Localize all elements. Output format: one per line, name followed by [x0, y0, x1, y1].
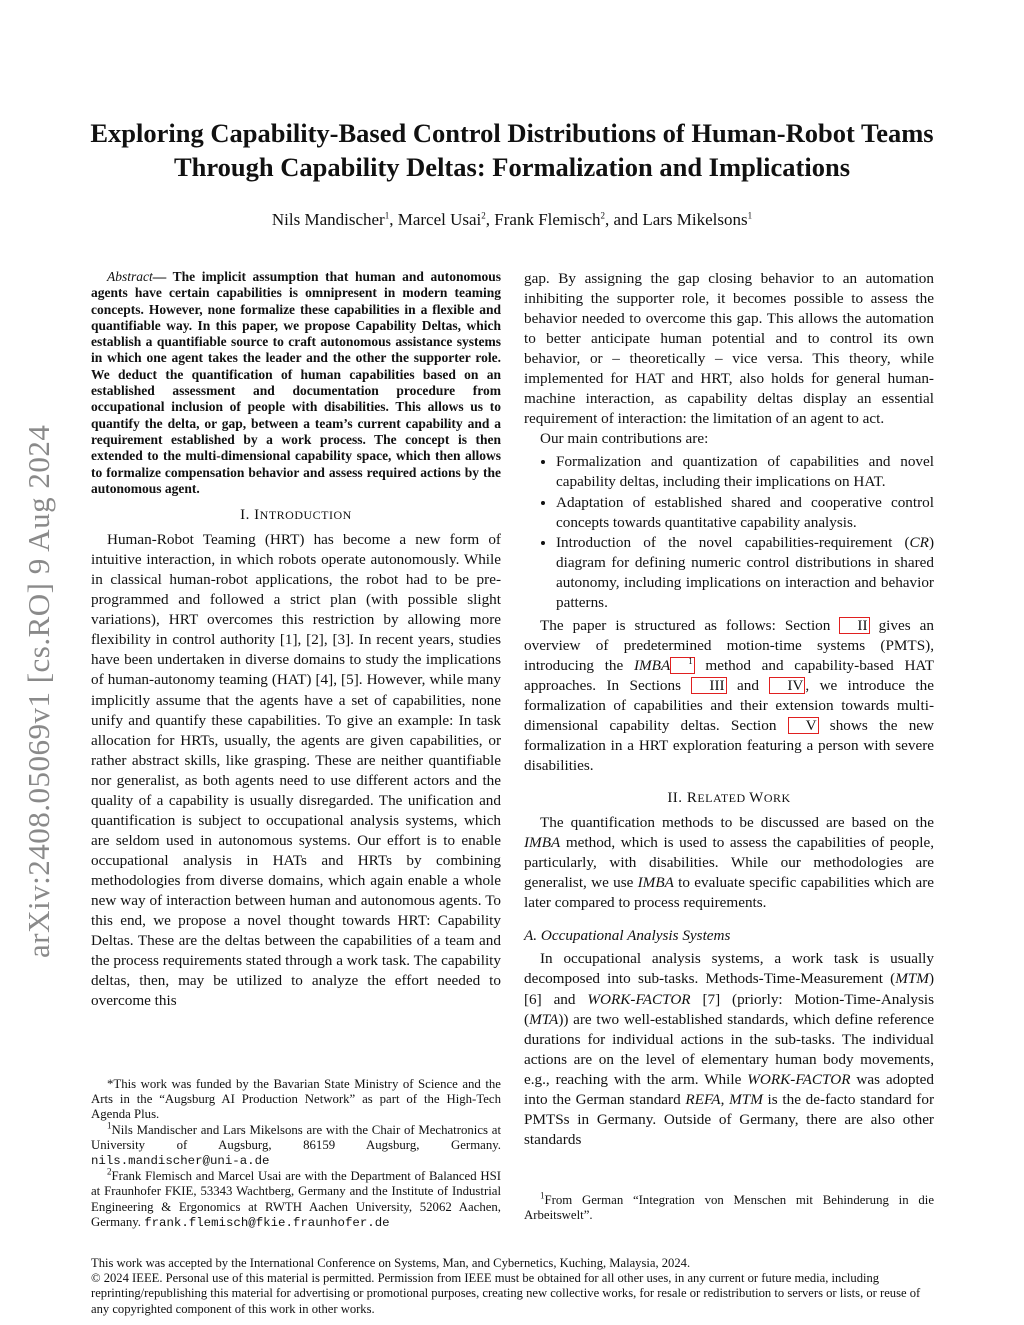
intro-paragraph: Human-Robot Teaming (HRT) has become a new form of intuitive interaction, in which robots operate autonomously. While in classical human-robot applications, the robot had to be pre-programmed and followed a strict plan (with possible slight variations), HRT overcomes this restriction by allowing more flexibility in control authority [1], [2], [3]. In recent years, studies have been undertaken in diverse domains to study the implications of human-autonomy teaming (HAT) [4], [5]. However, while many implicitly assume that the agents have a set of capabilities, none unify and quantify these capabilities. To give an example: In task allocation for HRTs, usually, the agents are given capabilities, or rather abstract skills, like grasping. These are neither quantifiable nor generalist, as both agents need to use different actors and the quality of a capability is usually disregarded. The unification and quantification is subject to occupational analysis systems, which are seldom used in autonomous systems. Our effort is to enable occupational analysis in HATs and HRTs by combining methodologies from diverse domains, which again enable a whole new way of interaction between human and autonomous agents. To this end, we propose a novel thought towards HRT: Capability Deltas. These are the deltas between the capabilities of a team and the process requirements stated through a work task. The capability deltas, then, may be utilized to analyze the effort needed to overcome this — [91, 531, 501, 1010]
left-column — [91, 269, 501, 1230]
acceptance-note: This work was accepted by the International Conference on Systems, Man, and Cybernetics, Kuching, Malaysia, 2024. — [91, 1256, 691, 1270]
subsection-heading: A. Occupational Analysis Systems — [524, 927, 731, 945]
list-item: • Formalization and quantization of capabilities and novel capability deltas, including their implications on HAT. — [556, 452, 934, 492]
affiliation-footnote-2: $^2$Frank Flemisch and Marcel Usai are with the Department of Balanced HSI at Fraunhofer FKIE, 53343 Wachtberg, Germany and the Institute of Industrial Engineering & Ergonomics at RWTH Aachen University, 52062 Aachen, Germany. frank.flemisch@fkie.fraunhofer.de — [91, 1166, 501, 1230]
section-ref-link[interactable]: IV — [769, 677, 805, 694]
affiliation-mark: 1 — [384, 210, 390, 221]
paper-structure-paragraph: The paper is structured as follows: Section II gives an overview of predetermined motion-time systems (PMTS), introducing the IMBA $^1$ method and capability-based HAT approaches. In Sections III and IV , we introduce the formalization of capabilities and their extension towards multi-dimensional capability deltas. Section V shows the new formalization in a HRT exploration featuring a person with severe disabilities. — [524, 616, 934, 775]
author-name: Marcel Usai — [397, 210, 482, 229]
related-paragraph: The quantification methods to be discussed are based on the IMBA method, which is used to assess the capabilities of people, particularly, with disabilities. While our methodologies are generalist, we use IMBA to evaluate specific capabilities which are later compared to process requirements. — [524, 814, 934, 912]
author-name: Lars Mikelsons — [642, 210, 748, 229]
arxiv-identifier: arXiv:2408.05069v1 [cs.RO] 9 Aug 2024 — [21, 424, 56, 958]
section-heading-related-work: II. RELATED WORK — [667, 790, 791, 807]
author-list: Nils Mandischer$^1$, Marcel Usai$^2$, Frank Flemisch$^2$, and Lars Mikelsons$^1$ — [271, 210, 753, 229]
author-name: Frank Flemisch — [494, 210, 601, 229]
occupational-analysis-paragraph: In occupational analysis systems, a work task is usually decomposed into sub-tasks. Methods-Time-Measurement (MTM) [6] and WORK-FACTOR [7] (priorly: Motion-Time-Analysis (MTA)) are two well-established standards, which define reference durations for individual actions in the sub-tasks. The individual actions are on the level of elementary human body movements, e.g., reaching with the arm. While WORK-FACTOR was adopted into the German standard REFA, MTM is the de-facto standard for PMTSs in Germany. Outside of Germany, there are also other standards — [524, 950, 935, 1148]
copyright-notice: © 2024 IEEE. Personal use of this material is permitted. Permission from IEEE must be obtained for all other uses, in any current or future media, including reprinting/republishing this material for advertising or promotional purposes, creating new collective works, for resale or redistribution to servers or lists, or reuse of any copyrighted component of this work in other works. — [91, 1271, 921, 1316]
affiliation-footnote-1: $^1$Nils Mandischer and Lars Mikelsons are with the Chair of Mechatronics at University of Augsburg, 86159 Augsburg, Germany. nils.mandischer@uni-a.de — [91, 1120, 501, 1169]
funding-footnote: *This work was funded by the Bavarian State Ministry of Science and the Arts in the “Augsburg AI Production Network” as part of the High-Tech Agenda Plus. — [91, 1077, 501, 1122]
abstract: Abstract— The implicit assumption that human and autonomous agents have certain capabilities is omnipresent in modern teaming concepts. However, none formalize these capabilities in a flexible and quantifiable way. In this paper, we propose Capability Deltas, which establish a quantifiable source to craft autonomous assistance systems in which one agent takes the leader and the other the supporter role. We deduct the quantification of human capabilities based on an established assessment and documentation procedure from occupational inclusion of people with disabilities. This allows us to quantify the delta, or gap, between a team’s current capability and a requirement established by a work process. The concept is then extended to the multi-dimensional capability space, which then allows to formalize compensation behavior and assess required actions by the autonomous agent. — [91, 269, 501, 496]
affiliation-mark: 1 — [747, 210, 753, 221]
list-item: • Adaptation of established shared and cooperative control concepts towards quantitative capability analysis. — [556, 493, 934, 533]
section-ref-link[interactable]: V — [788, 717, 819, 734]
author-name: Nils Mandischer — [271, 210, 385, 229]
affiliation-mark: 2 — [481, 210, 486, 221]
affiliation-mark: 2 — [600, 210, 606, 221]
abstract-text: The implicit assumption that human and autonomous agents have certain capabilities is omnipresent in modern teaming concepts. However, none formalize these capabilities in a flexible and quantifiable way. In this paper, we propose Capability Deltas, which establish a quantifiable source to craft autonomous assistance systems in which one agent takes the leader and the other the supporter role. We deduct the quantification of human capabilities based on an established assessment and documentation procedure from occupational inclusion of people with disabilities. This allows us to quantify the delta, or gap, between a team’s current capability and a requirement established by a work process. The concept is then extended to the multi-dimensional capability space, which then allows to formalize compensation behavior and assess required actions by the autonomous agent. — [91, 269, 501, 496]
section-ref-link[interactable]: III — [691, 677, 726, 694]
imba-footnote: $^1$From German “Integration von Menschen mit Behinderung in die Arbeitswelt”. — [524, 1190, 934, 1223]
contributions-intro: Our main contributions are: — [540, 430, 709, 448]
contributions-list — [524, 452, 934, 612]
right-column — [524, 269, 935, 1223]
email-link[interactable]: frank.flemisch@fkie.fraunhofer.de — [144, 1215, 390, 1230]
section-ref-link[interactable]: II — [839, 617, 869, 634]
list-item: • Introduction of the novel capabilities-requirement (CR) diagram for defining numeric control distributions in shared autonomy, including implications on interaction and behavior patterns. — [556, 533, 934, 613]
footnote-block-right — [524, 1190, 934, 1223]
page-footer — [91, 1256, 934, 1317]
email-link[interactable]: nils.mandischer@uni-a.de — [91, 1154, 270, 1169]
abstract-label: Abstract — [107, 269, 153, 284]
paper-title: Exploring Capability-Based Control Distributions of Human-Robot Teams Through Capability Deltas: Formalization and Implications — [90, 118, 934, 182]
section-heading-introduction: I. INTRODUCTION — [240, 507, 352, 524]
intro-paragraph-continued: gap. By assigning the gap closing behavior to an automation inhibiting the supporter role, it becomes possible to assess the behavior needed to overcome this gap. This allows the automation to better anticipate human potential and to control its own behavior, or – theoretically – vice versa. This theory, while implemented for HAT and HRT, also holds for general human-machine interaction, as capability deltas display an essential requirement of interaction: the limitation of an agent to act. — [524, 270, 934, 428]
footnotes-block — [91, 1077, 501, 1231]
footnote-ref-link[interactable]: 1 — [670, 657, 695, 674]
